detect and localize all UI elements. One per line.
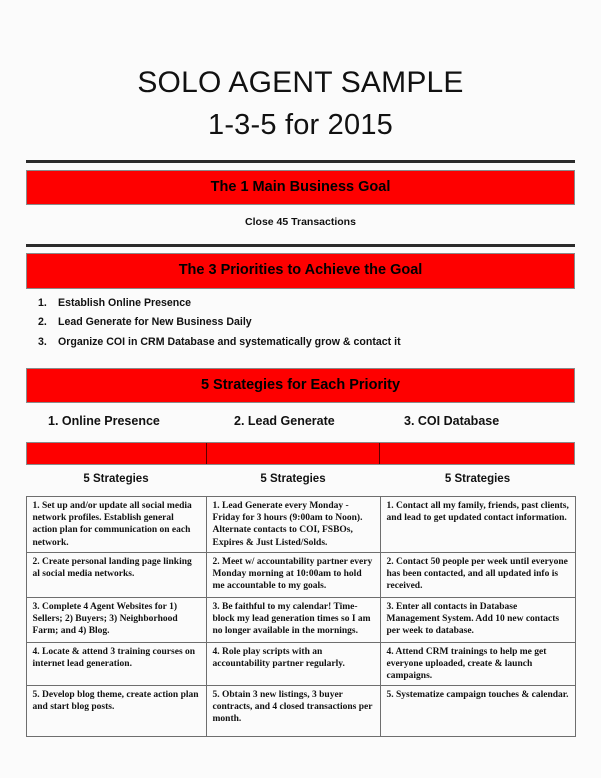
strategy-cell: 2. Meet w/ accountability partner every Monday morning at 10:00am to hold me accountable to my goals. [206,552,380,597]
priorities-banner: The 3 Priorities to Achieve the Goal [26,253,575,289]
divider-under-goal [26,244,575,247]
strategy-cell: 4. Attend CRM trainings to help me get everyone uploaded, create & launch campaigns. [380,642,575,685]
priority-label: Establish Online Presence [58,296,192,309]
priority-item [26,317,575,337]
strategy-cell: 2. Create personal landing page linking al social media networks. [26,552,206,597]
priority-item [26,337,575,357]
priority-item [26,298,575,318]
strategy-cell: 5. Systematize campaign touches & calendar. [380,686,575,737]
priority-label: Organize COI in CRM Database and systematically grow & contact it [58,335,401,348]
strategy-count-label-column-1: 5 Strategies [83,472,149,485]
red-bar-cell-column-3 [380,443,574,464]
page-title [0,0,601,146]
strategy-count-labels [26,465,575,486]
strategy-red-bar [26,442,575,465]
title-line-secondary: 1-3-5 for 2015 [208,108,393,141]
strategy-cell: 3. Enter all contacts in Database Management System. Add 10 new contacts per week to database. [380,597,575,642]
strategy-count-label-column-2: 5 Strategies [260,472,326,485]
strategy-cell: 4. Role play scripts with an accountability partner regularly. [206,642,380,685]
strategies-banner: 5 Strategies for Each Priority [26,368,575,404]
column-heading-lead-generate: 2. Lead Generate [234,414,335,429]
table-row [26,686,575,737]
table-row [26,597,575,642]
main-goal-banner: The 1 Main Business Goal [26,170,575,206]
main-goal-value: Close 45 Transactions [245,216,356,229]
strategy-cell: 1. Lead Generate every Monday - Friday for 3 hours (9:00am to Noon). Alternate contacts to COI, FSBOs, Expires & Just Listed/Solds. [206,497,380,553]
table-row [26,497,575,553]
column-heading-coi-database: 3. COI Database [404,414,500,429]
column-heading-online-presence: 1. Online Presence [48,414,160,429]
strategy-cell: 2. Contact 50 people per week until everyone has been contacted, and all updated info is received. [380,552,575,597]
strategy-cell: 1. Contact all my family, friends, past clients, and lead to get updated contact information. [380,497,575,553]
title-line-primary: SOLO AGENT SAMPLE [137,66,464,99]
red-bar-cell-column-2 [206,443,380,464]
red-bar-cell-column-1 [27,443,206,464]
strategies-table [26,496,576,737]
strategy-cell: 1. Set up and/or update all social media network profiles. Establish general action plan for communication on each network. [26,497,206,553]
priority-label: Lead Generate for New Business Daily [58,316,252,329]
strategy-cell: 3. Complete 4 Agent Websites for 1) Sellers; 2) Buyers; 3) Neighborhood Farm; and 4) Blog. [26,597,206,642]
strategy-cell: 4. Locate & attend 3 training courses on internet lead generation. [26,642,206,685]
divider-under-title [26,160,575,163]
priority-number: 1. [38,296,47,309]
strategy-cell: 5. Develop blog theme, create action plan and start blog posts. [26,686,206,737]
strategy-column-headings [26,415,575,428]
table-row [26,642,575,685]
priorities-list [26,298,575,357]
priority-number: 3. [38,335,47,348]
strategy-count-label-column-3: 5 Strategies [444,472,511,485]
strategy-cell: 5. Obtain 3 new listings, 3 buyer contracts, and 4 closed transactions per month. [206,686,380,737]
priority-number: 2. [38,316,47,329]
strategy-cell: 3. Be faithful to my calendar! Time-block my lead generation times so I am no longer available in the mornings. [206,597,380,642]
table-row [26,552,575,597]
